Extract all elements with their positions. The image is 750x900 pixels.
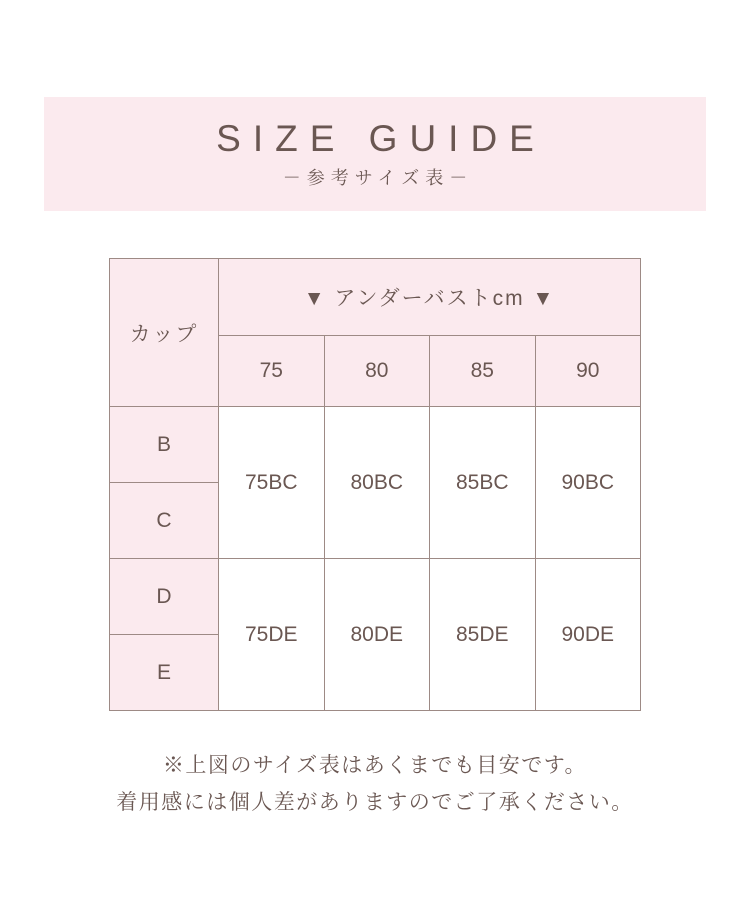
note-line-2: 着用感には個人差がありますのでご了承ください。 <box>116 790 634 814</box>
cup-label-b: B <box>110 407 219 483</box>
underbust-size-90: 90 <box>535 336 641 407</box>
size-value-90de: 90DE <box>535 559 641 711</box>
note-line-1: ※上図のサイズ表はあくまでも目安です。 <box>162 754 588 777</box>
notes-block <box>0 748 750 822</box>
size-table <box>109 258 641 711</box>
size-value-85de: 85DE <box>430 559 536 711</box>
table-row <box>110 407 641 483</box>
table-row <box>110 559 641 635</box>
table-row <box>110 259 641 336</box>
cup-label-c: C <box>110 483 219 559</box>
size-value-80de: 80DE <box>324 559 430 711</box>
size-value-75bc: 75BC <box>219 407 325 559</box>
cup-header-cell: カップ <box>110 259 219 407</box>
size-value-75de: 75DE <box>219 559 325 711</box>
page-title: SIZE GUIDE <box>216 117 546 159</box>
size-value-80bc: 80BC <box>324 407 430 559</box>
underbust-header-cell: ▼ アンダーバストcm ▼ <box>219 259 641 336</box>
size-value-90bc: 90BC <box>535 407 641 559</box>
page-subtitle: －参考サイズ表－ <box>282 168 474 189</box>
size-value-85bc: 85BC <box>430 407 536 559</box>
underbust-size-85: 85 <box>430 336 536 407</box>
size-table-wrapper <box>109 258 641 711</box>
header-band <box>44 97 706 211</box>
cup-label-e: E <box>110 635 219 711</box>
underbust-size-75: 75 <box>219 336 325 407</box>
cup-label-d: D <box>110 559 219 635</box>
underbust-size-80: 80 <box>324 336 430 407</box>
